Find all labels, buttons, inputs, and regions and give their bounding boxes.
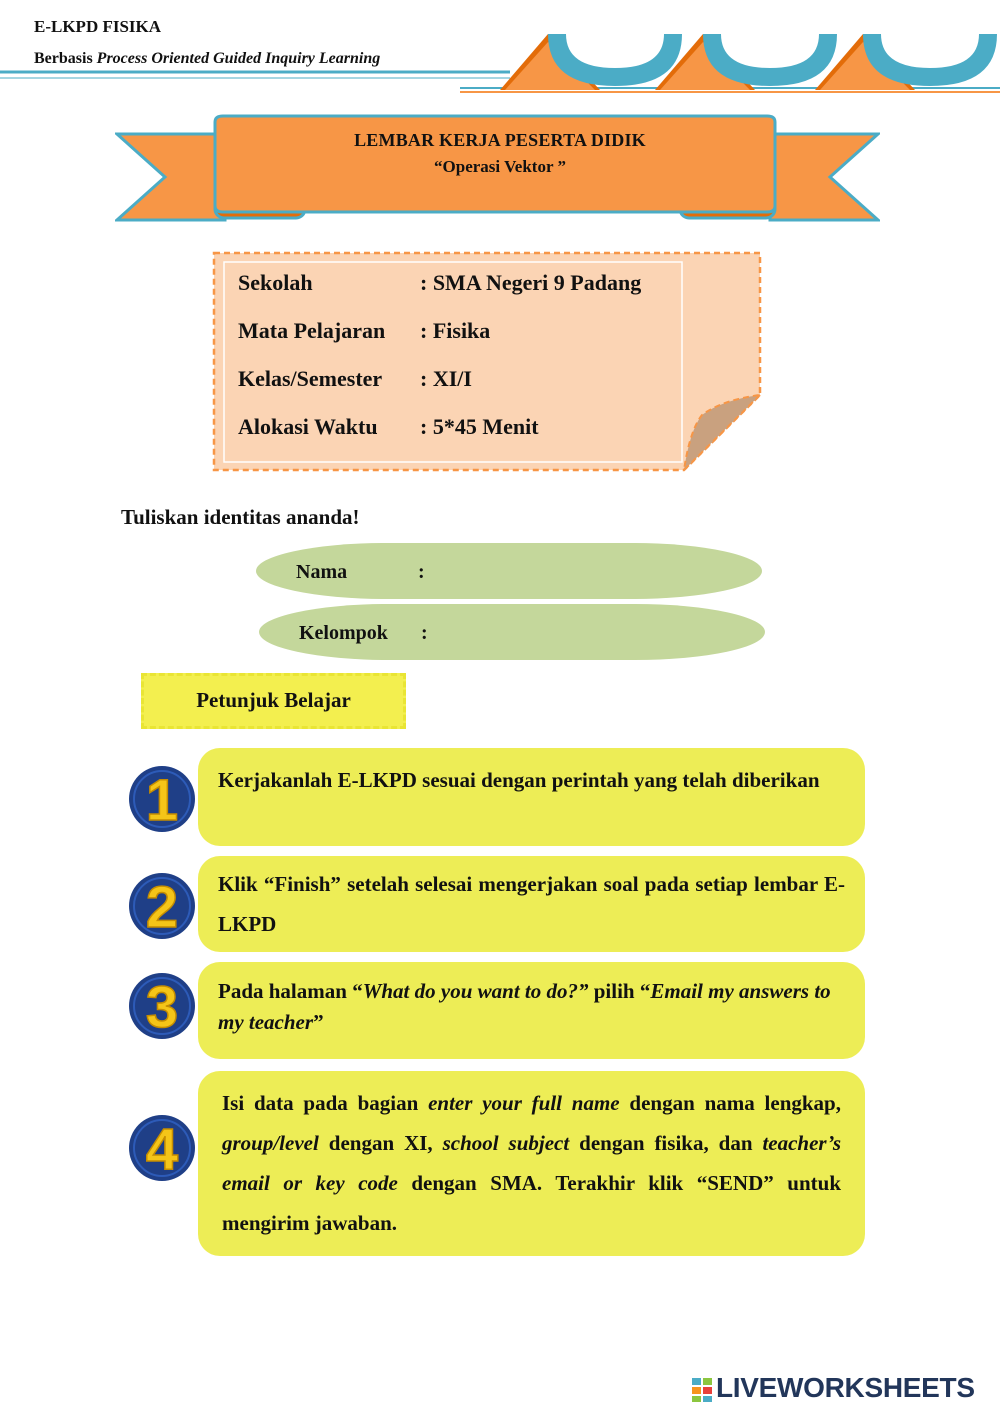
info-label: Kelas/Semester bbox=[238, 366, 383, 391]
step-number-2-icon bbox=[126, 870, 198, 942]
group-colon: : bbox=[421, 622, 428, 644]
step-3-text: Pada halaman “ bbox=[218, 979, 363, 1003]
step-number-1-icon bbox=[126, 763, 198, 835]
step-4-text: Isi data pada bagian bbox=[222, 1091, 429, 1115]
info-value: : 5*45 Menit bbox=[420, 414, 539, 439]
info-row-class bbox=[238, 366, 472, 392]
info-value: : XI/I bbox=[420, 366, 472, 391]
identity-prompt: Tuliskan identitas ananda! bbox=[121, 505, 360, 529]
learning-instructions-heading: Petunjuk Belajar bbox=[141, 673, 406, 729]
header-decoration bbox=[0, 28, 1000, 98]
step-number-text: 3 bbox=[145, 975, 179, 1040]
step-3-box bbox=[198, 962, 865, 1059]
step-4-text: dengan nama lengkap, bbox=[619, 1091, 841, 1115]
info-label: Sekolah bbox=[238, 270, 313, 295]
step-1-text: Kerjakanlah E-LKPD sesuai dengan perintah yang telah diberikan bbox=[218, 768, 820, 792]
step-4-text: dengan SMA. Terakhir klik “SEND” untuk mengirim jawaban. bbox=[222, 1171, 841, 1235]
info-row-school bbox=[238, 270, 641, 296]
worksheet-topic: “Operasi Vektor ” bbox=[434, 157, 566, 176]
info-value: : Fisika bbox=[420, 318, 491, 343]
ribbon-text bbox=[215, 130, 785, 177]
step-number-text: 4 bbox=[145, 1117, 179, 1182]
liveworksheets-logo[interactable] bbox=[692, 1372, 992, 1408]
info-label: Alokasi Waktu bbox=[238, 414, 378, 439]
name-colon: : bbox=[418, 561, 425, 583]
group-label: Kelompok bbox=[299, 622, 388, 644]
header-subtitle-prefix: Berbasis bbox=[34, 50, 97, 67]
step-2-text: Klik “Finish” setelah selesai mengerjakan soal pada setiap lembar E-LKPD bbox=[218, 872, 845, 936]
worksheet-heading: LEMBAR KERJA PESERTA DIDIK bbox=[354, 130, 646, 150]
group-field[interactable] bbox=[259, 604, 765, 660]
step-3-text: ” bbox=[313, 1010, 324, 1034]
info-label: Mata Pelajaran bbox=[238, 318, 386, 343]
step-4-italic: teacher’s email or key code bbox=[222, 1131, 841, 1195]
step-number-4-icon bbox=[126, 1112, 198, 1184]
header-title: E-LKPD FISIKA bbox=[34, 17, 162, 36]
step-1-box bbox=[198, 748, 865, 846]
step-2-box bbox=[198, 856, 865, 952]
liveworksheets-wordmark: LIVEWORKSHEETS bbox=[716, 1372, 975, 1403]
step-number-3-icon bbox=[126, 970, 198, 1042]
header-subtitle-italic: Process Oriented Guided Inquiry Learning bbox=[96, 50, 381, 67]
step-number-text: 2 bbox=[145, 875, 179, 940]
info-value: : SMA Negeri 9 Padang bbox=[420, 270, 642, 295]
name-label: Nama bbox=[296, 561, 348, 583]
step-4-text: dengan XI, bbox=[318, 1131, 443, 1155]
step-3-italic: What do you want to do?” bbox=[362, 979, 589, 1003]
info-row-subject bbox=[238, 318, 490, 344]
step-4-italic: enter your full name bbox=[428, 1091, 620, 1115]
info-row-time bbox=[238, 414, 539, 440]
step-number-text: 1 bbox=[145, 768, 179, 833]
step-4-text: dengan fisika, dan bbox=[569, 1131, 763, 1155]
step-4-box bbox=[198, 1071, 865, 1256]
step-3-text: pilih “ bbox=[588, 979, 651, 1003]
liveworksheets-icon bbox=[692, 1378, 712, 1402]
name-field[interactable] bbox=[256, 543, 762, 599]
step-4-italic: school subject bbox=[442, 1131, 570, 1155]
step-3-italic: Email my answers to my teacher bbox=[218, 979, 831, 1034]
step-4-italic: group/level bbox=[222, 1131, 319, 1155]
